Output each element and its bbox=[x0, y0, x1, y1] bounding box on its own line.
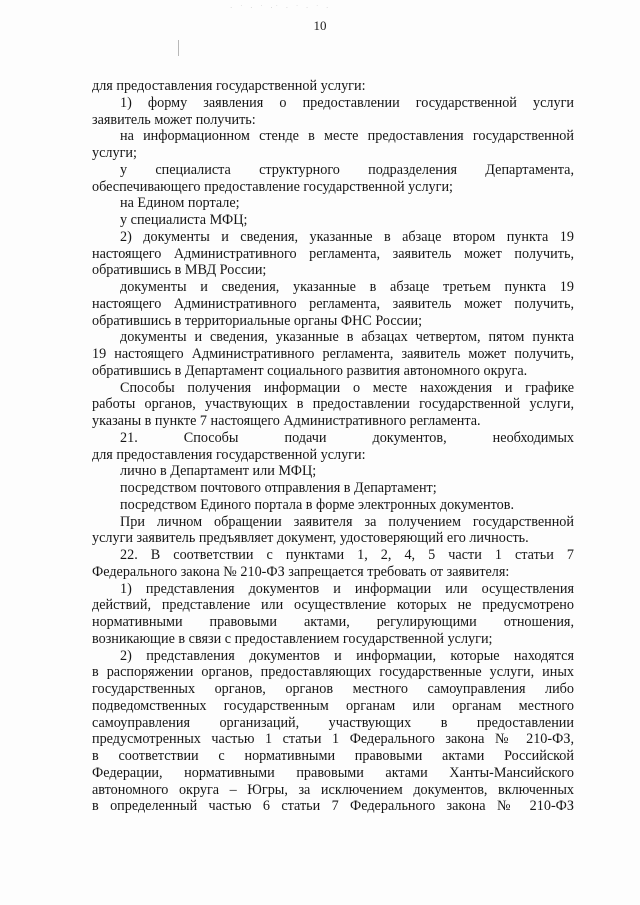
text-line: подведомственных государственным органам или органам местного bbox=[92, 697, 574, 714]
text-line: обратившись в Департамент социального развития автономного округа. bbox=[92, 362, 528, 379]
text-line: настоящего Административного регламента, заявитель может получить, bbox=[92, 245, 574, 262]
text-line: 1) представления документов и информации или осуществления bbox=[120, 580, 574, 597]
text-line: услуги; bbox=[92, 145, 137, 161]
scan-noise: · ˙ · ˙ ·˙ · ˙ · ˙ · bbox=[230, 4, 332, 12]
text-line: самоуправления организаций, участвующих в предоставлении bbox=[92, 714, 574, 731]
text-line: обеспечивающего предоставление государственной услуги; bbox=[92, 178, 453, 195]
text-line: Способы получения информации о месте нахождения и графике bbox=[120, 379, 574, 396]
scan-artifact-mark bbox=[178, 40, 179, 56]
text-line: документы и сведения, указанные в абзацах четвертом, пятом пункта bbox=[120, 329, 574, 346]
text-line: При личном обращении заявителя за получением государственной bbox=[120, 513, 574, 530]
text-line: 2) документы и сведения, указанные в абзаце втором пункта 19 bbox=[120, 228, 574, 245]
text-line: государственных органов, органов местного самоуправления либо bbox=[92, 681, 574, 697]
text-line: Федерального закона № 210-ФЗ запрещается требовать от заявителя: bbox=[92, 563, 510, 580]
text-line: на Едином портале; bbox=[120, 195, 240, 212]
text-line: для предоставления государственной услуги: bbox=[92, 446, 366, 463]
text-line: Федерации, нормативными правовыми актами Ханты-Мансийского bbox=[92, 764, 574, 781]
text-line: нормативными правовыми актами, регулирующими отношения, bbox=[92, 614, 574, 630]
text-line: 21. Способы подачи документов, необходимых bbox=[120, 429, 574, 446]
text-line: для предоставления государственной услуги: bbox=[92, 78, 366, 94]
text-line: в распоряжении органов, предоставляющих государственные услуги, иных bbox=[92, 664, 574, 681]
text-line: документы и сведения, указанные в абзаце третьем пункта 19 bbox=[120, 279, 574, 295]
text-line: 19 настоящего Административного регламента, заявитель может получить, bbox=[92, 346, 574, 362]
text-line: указаны в пункте 7 настоящего Административного регламента. bbox=[92, 413, 481, 429]
text-line: у специалиста структурного подразделения Департамента, bbox=[120, 161, 574, 178]
document-body bbox=[92, 78, 574, 815]
text-line: в определенный частью 6 статьи 7 Федерального закона № 210-ФЗ bbox=[92, 798, 574, 815]
text-line: обратившись в МВД России; bbox=[92, 262, 267, 279]
text-line: лично в Департамент или МФЦ; bbox=[120, 463, 317, 480]
text-line: в соответствии с нормативными правовыми актами Российской bbox=[92, 748, 574, 764]
text-line: на информационном стенде в месте предоставления государственной bbox=[120, 128, 574, 145]
text-line: 22. В соответствии с пунктами 1, 2, 4, 5 части 1 статьи 7 bbox=[120, 547, 574, 563]
text-line: действий, представление или осуществление которых не предусмотрено bbox=[92, 597, 574, 614]
text-line: предусмотренных частью 1 статьи 1 Федерального закона № 210-ФЗ, bbox=[92, 731, 574, 748]
text-line: посредством Единого портала в форме электронных документов. bbox=[120, 496, 514, 513]
text-line: посредством почтового отправления в Департамент; bbox=[120, 480, 437, 496]
text-line: возникающие в связи с предоставлением государственной услуги; bbox=[92, 630, 493, 647]
text-line: у специалиста МФЦ; bbox=[120, 212, 248, 228]
text-line: настоящего Административного регламента, заявитель может получить, bbox=[92, 295, 574, 312]
page-number: 10 bbox=[313, 18, 327, 33]
text-line: работы органов, участвующих в предоставлении государственной услуги, bbox=[92, 396, 574, 413]
text-line: автономного округа – Югры, за исключением документов, включенных bbox=[92, 781, 574, 798]
text-line: 2) представления документов и информации, которые находятся bbox=[120, 647, 574, 664]
text-line: услуги заявитель предъявляет документ, удостоверяющий его личность. bbox=[92, 530, 529, 547]
text-line: 1) форму заявления о предоставлении государственной услуги bbox=[120, 94, 574, 111]
text-line: обратившись в территориальные органы ФНС России; bbox=[92, 312, 423, 329]
text-line: заявитель может получить: bbox=[92, 111, 256, 128]
